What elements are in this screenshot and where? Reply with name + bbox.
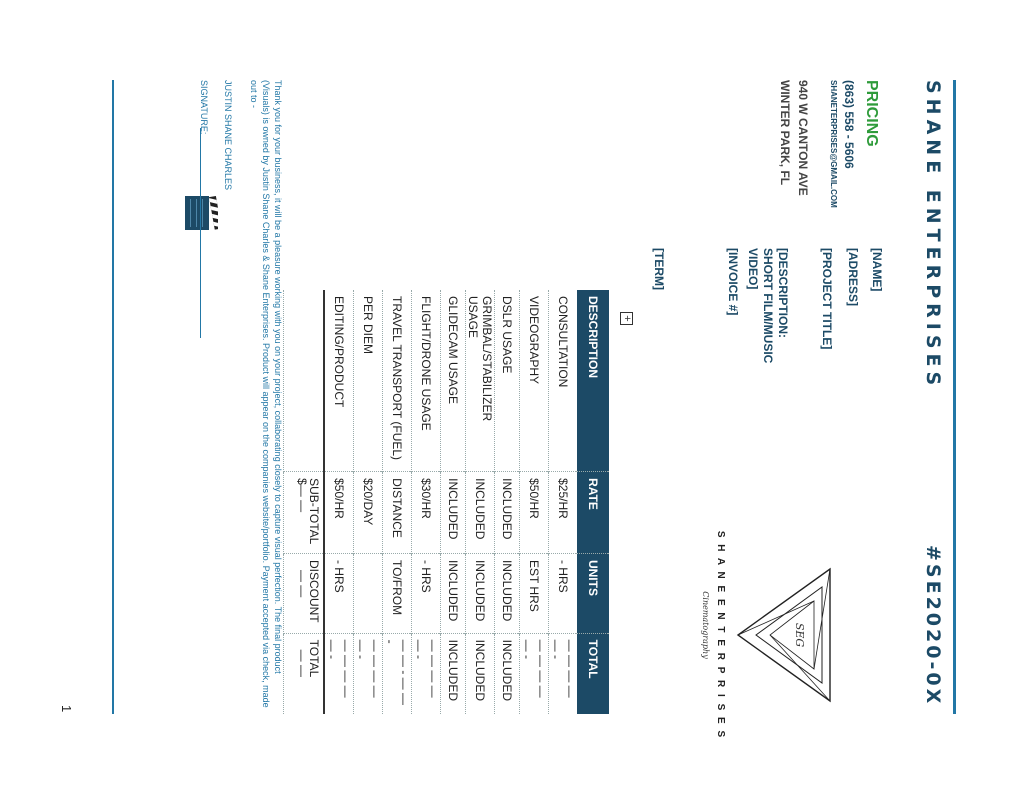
totals-row bbox=[284, 290, 325, 714]
row-total: INCLUDED bbox=[466, 633, 495, 714]
company-logo bbox=[701, 530, 844, 740]
discount-value: — — bbox=[295, 569, 309, 598]
row-total: — — — — — - bbox=[549, 633, 578, 714]
project-title-field: [PROJECT TITLE] bbox=[820, 248, 834, 350]
invoice-code: #SE2020-0X bbox=[922, 545, 944, 707]
row-description: FLIGHT/DRONE USAGE bbox=[412, 290, 441, 472]
row-units bbox=[354, 553, 383, 633]
column-header-total: TOTAL bbox=[577, 633, 609, 714]
column-header-description: DESCRIPTION bbox=[577, 290, 609, 472]
page-number: 1 bbox=[59, 705, 74, 713]
row-units: - HRS bbox=[549, 553, 578, 633]
row-total: — — - — — - bbox=[383, 633, 412, 714]
term-field: [TERM] bbox=[652, 248, 666, 290]
row-rate: $50/HR bbox=[324, 472, 354, 554]
total-label: TOTAL bbox=[307, 639, 321, 678]
subtotal-cell bbox=[284, 472, 325, 554]
row-description: PER DIEM bbox=[354, 290, 383, 472]
row-description: TRAVEL TRANSPORT (FUEL) bbox=[383, 290, 412, 472]
signature-line[interactable] bbox=[200, 128, 201, 338]
row-units: INCLUDED bbox=[466, 553, 495, 633]
table-row bbox=[495, 290, 520, 714]
top-rule bbox=[953, 80, 956, 714]
logo-tagline: Cinematography bbox=[701, 591, 710, 659]
address-line-1: 940 W CANTON AVE bbox=[796, 80, 810, 196]
row-description: GRIMBAL/STABILIZER USAGE bbox=[466, 290, 495, 472]
pricing-table bbox=[283, 290, 609, 714]
row-units: - HRS bbox=[412, 553, 441, 633]
table-row bbox=[441, 290, 466, 714]
table-row bbox=[354, 290, 383, 714]
total-value: — — bbox=[295, 649, 309, 678]
table-row bbox=[549, 290, 578, 714]
table-row bbox=[383, 290, 412, 714]
table-row bbox=[520, 290, 549, 714]
signature-label: SIGNATURE: bbox=[199, 80, 209, 135]
table-row bbox=[324, 290, 354, 714]
thank-you-note: Thank you for your business, it will be a pleasure working with you on your project, collaborating closely to capture visual perfection. The final product (Visuals) is owned by Justin Shane Charles & Shane Enterprises. Product will appear on the companies website/portfolio. Payment accepted via check, made out to - bbox=[249, 80, 283, 708]
row-description: DSLR USAGE bbox=[495, 290, 520, 472]
row-description: VIDEOGRAPHY bbox=[520, 290, 549, 472]
discount-label: DISCOUNT bbox=[307, 559, 321, 623]
row-total: — — — — — - bbox=[324, 633, 354, 714]
discount-cell bbox=[284, 553, 325, 633]
table-row bbox=[412, 290, 441, 714]
row-units: EST HRS bbox=[520, 553, 549, 633]
row-total: — — — — — - bbox=[354, 633, 383, 714]
row-rate: INCLUDED bbox=[441, 472, 466, 554]
total-cell bbox=[284, 633, 325, 714]
table-row bbox=[466, 290, 495, 714]
row-total: INCLUDED bbox=[495, 633, 520, 714]
column-header-rate: RATE bbox=[577, 472, 609, 554]
row-rate: DISTANCE bbox=[383, 472, 412, 554]
table-header-row bbox=[577, 290, 609, 714]
logo-wordmark: S H A N E E N T E R P R I S E S bbox=[715, 530, 726, 740]
phone-number: (863) 558 - 5606 bbox=[842, 80, 856, 169]
row-rate: INCLUDED bbox=[466, 472, 495, 554]
logo-monogram: SEG bbox=[793, 622, 806, 648]
row-rate: $50/HR bbox=[520, 472, 549, 554]
invoice-number-field: [INVOICE #] bbox=[726, 248, 740, 316]
row-units: INCLUDED bbox=[495, 553, 520, 633]
client-address-field: [ADRESS] bbox=[846, 248, 860, 307]
email-address: SHANETERPRISES@GMAIL.COM bbox=[829, 80, 838, 208]
project-description-field: [DESCRIPTION: SHORT FILM/MUSIC VIDEO] bbox=[746, 248, 790, 364]
section-title: PRICING bbox=[863, 80, 880, 147]
subtotal-label: SUB-TOTAL bbox=[307, 478, 321, 545]
row-rate: $20/DAY bbox=[354, 472, 383, 554]
row-description: EDITING/PRODUCT bbox=[324, 290, 354, 472]
row-units: TO/FROM bbox=[383, 553, 412, 633]
row-units: - HRS bbox=[324, 553, 354, 633]
row-total: — — — — — - bbox=[520, 633, 549, 714]
subtotal-value: $— — bbox=[295, 478, 309, 513]
clapperboard-icon bbox=[184, 195, 218, 231]
row-description: CONSULTATION bbox=[549, 290, 578, 472]
add-row-icon[interactable]: + bbox=[620, 312, 633, 325]
bottom-rule bbox=[112, 80, 114, 714]
row-rate: $25/HR bbox=[549, 472, 578, 554]
client-name-field: [NAME] bbox=[870, 248, 884, 292]
signer-name: JUSTIN SHANE CHARLES bbox=[223, 80, 233, 191]
row-description: GLIDECAM USAGE bbox=[441, 290, 466, 472]
row-rate: INCLUDED bbox=[495, 472, 520, 554]
row-total: — — — — — - bbox=[412, 633, 441, 714]
company-name: SHANE ENTERPRISES bbox=[922, 80, 944, 391]
row-total: INCLUDED bbox=[441, 633, 466, 714]
row-rate: $30/HR bbox=[412, 472, 441, 554]
column-header-units: UNITS bbox=[577, 553, 609, 633]
address-line-2: WINTER PARK, FL bbox=[778, 80, 792, 186]
row-units: INCLUDED bbox=[441, 553, 466, 633]
